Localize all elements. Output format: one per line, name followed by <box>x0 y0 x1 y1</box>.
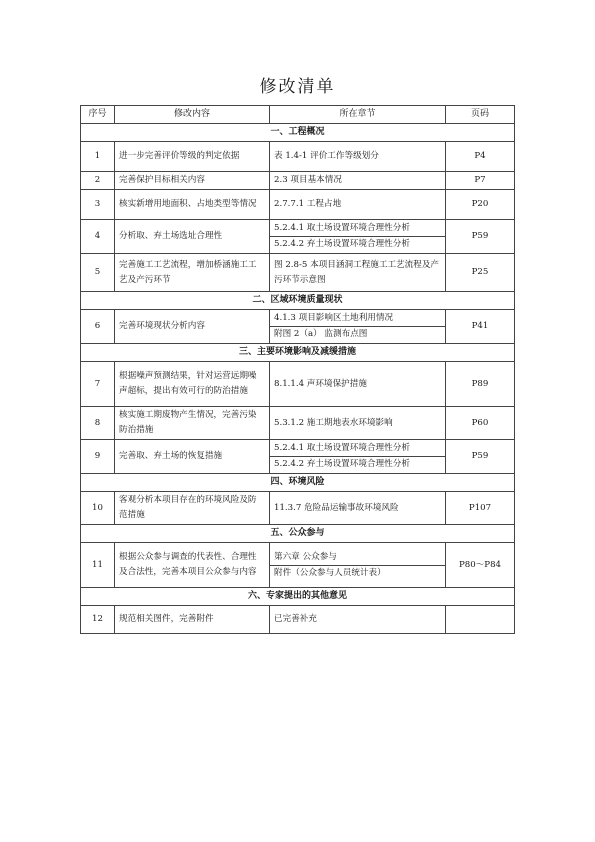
cell-content: 客观分析本项目存在的环境风险及防范措施 <box>115 492 270 525</box>
cell-page: P25 <box>446 254 515 292</box>
cell-no: 2 <box>81 172 115 190</box>
cell-no: 9 <box>81 440 115 474</box>
section-row <box>81 344 515 362</box>
table-row <box>81 407 515 440</box>
section-row <box>81 525 515 543</box>
page-title: 修改清单 <box>259 77 336 97</box>
cell-page: P4 <box>446 142 515 172</box>
table-row <box>81 362 515 407</box>
cell-chapter <box>270 440 446 474</box>
cell-page: P107 <box>446 492 515 525</box>
table-row <box>81 543 515 588</box>
cell-page: P80～P84 <box>446 543 515 588</box>
cell-content: 完善保护目标相关内容 <box>115 172 270 190</box>
cell-chapter <box>270 606 446 634</box>
table-body <box>81 124 515 634</box>
chapter-line: 第六章 公众参与 <box>274 551 337 562</box>
table-row <box>81 142 515 172</box>
chapter-line: 5.2.4.2 弃土场设置环境合理性分析 <box>270 456 445 472</box>
section-heading: 二、区域环境质量现状 <box>81 292 515 310</box>
cell-content: 核实新增用地面积、占地类型等情况 <box>115 190 270 220</box>
table-row <box>81 254 515 292</box>
section-row <box>81 474 515 492</box>
cell-page: P20 <box>446 190 515 220</box>
chapter-line: 附件（公众参与人员统计表） <box>270 565 445 581</box>
table-row <box>81 440 515 474</box>
cell-no: 5 <box>81 254 115 292</box>
revision-table <box>80 105 515 634</box>
header-content: 修改内容 <box>115 106 270 124</box>
chapter-line: 4.1.3 项目影响区土地利用情况 <box>274 313 394 323</box>
header-no: 序号 <box>81 106 115 124</box>
cell-page <box>446 606 515 634</box>
cell-no: 3 <box>81 190 115 220</box>
cell-content: 分析取、弃土场选址合理性 <box>115 220 270 254</box>
cell-content: 完善环境现状分析内容 <box>115 310 270 344</box>
cell-content: 根据噪声预测结果，针对运营远期噪声超标，提出有效可行的防治措施 <box>115 362 270 407</box>
cell-no: 6 <box>81 310 115 344</box>
section-heading: 四、环境风险 <box>81 474 515 492</box>
cell-chapter <box>270 310 446 344</box>
section-heading: 六、专家提出的其他意见 <box>81 588 515 606</box>
cell-content: 规范相关图件，完善附件 <box>115 606 270 634</box>
cell-page: P60 <box>446 407 515 440</box>
table-row <box>81 606 515 634</box>
chapter-line: 已完善补充 <box>274 614 317 624</box>
cell-no: 4 <box>81 220 115 254</box>
cell-no: 12 <box>81 606 115 634</box>
cell-content: 核实施工期废物产生情况，完善污染防治措施 <box>115 407 270 440</box>
section-row <box>81 588 515 606</box>
chapter-line: 2.7.7.1 工程占地 <box>274 199 342 209</box>
cell-page: P59 <box>446 220 515 254</box>
cell-chapter <box>270 407 446 440</box>
cell-page: P7 <box>446 172 515 190</box>
chapter-line: 图 2.8-5 本项目涵洞工程施工工艺流程及产污环节示意图 <box>274 259 440 285</box>
section-row <box>81 124 515 142</box>
header-chapter: 所在章节 <box>270 106 446 124</box>
section-heading: 三、主要环境影响及减缓措施 <box>81 344 515 362</box>
cell-page: P41 <box>446 310 515 344</box>
section-heading: 一、工程概况 <box>81 124 515 142</box>
cell-no: 10 <box>81 492 115 525</box>
cell-chapter <box>270 190 446 220</box>
table-row <box>81 190 515 220</box>
table-row <box>81 492 515 525</box>
cell-no: 7 <box>81 362 115 407</box>
chapter-line: 8.1.1.4 声环境保护措施 <box>274 378 367 389</box>
chapter-line: 5.2.4.2 弃土场设置环境合理性分析 <box>270 236 445 252</box>
cell-chapter <box>270 220 446 254</box>
cell-no: 8 <box>81 407 115 440</box>
cell-content: 根据公众参与调查的代表性、合理性及合法性，完善本项目公众参与内容 <box>115 543 270 588</box>
cell-chapter <box>270 172 446 190</box>
table-header-row <box>81 106 515 124</box>
header-page: 页码 <box>446 106 515 124</box>
cell-page: P89 <box>446 362 515 407</box>
chapter-line: 11.3.7 危险品运输事故环境风险 <box>274 502 399 513</box>
cell-content: 进一步完善评价等级的判定依据 <box>115 142 270 172</box>
cell-chapter <box>270 543 446 588</box>
section-heading: 五、公众参与 <box>81 525 515 543</box>
chapter-line: 5.2.4.1 取土场设置环境合理性分析 <box>274 443 410 453</box>
cell-content: 完善取、弃土场的恢复措施 <box>115 440 270 474</box>
table-row <box>81 172 515 190</box>
cell-no: 11 <box>81 543 115 588</box>
cell-chapter <box>270 142 446 172</box>
chapter-line: 附图 2（a） 监测布点图 <box>270 326 445 342</box>
cell-chapter <box>270 492 446 525</box>
table-row <box>81 310 515 344</box>
chapter-line: 5.2.4.1 取土场设置环境合理性分析 <box>274 223 410 233</box>
section-row <box>81 292 515 310</box>
cell-no: 1 <box>81 142 115 172</box>
cell-chapter <box>270 362 446 407</box>
chapter-line: 表 1.4-1 评价工作等级划分 <box>274 151 379 161</box>
cell-page: P59 <box>446 440 515 474</box>
table-row <box>81 220 515 254</box>
chapter-line: 5.3.1.2 施工期地表水环境影响 <box>274 417 393 428</box>
cell-content: 完善施工工艺流程，增加桥涵施工工艺及产污环节 <box>115 254 270 292</box>
cell-chapter <box>270 254 446 292</box>
chapter-line: 2.3 项目基本情况 <box>274 175 342 185</box>
